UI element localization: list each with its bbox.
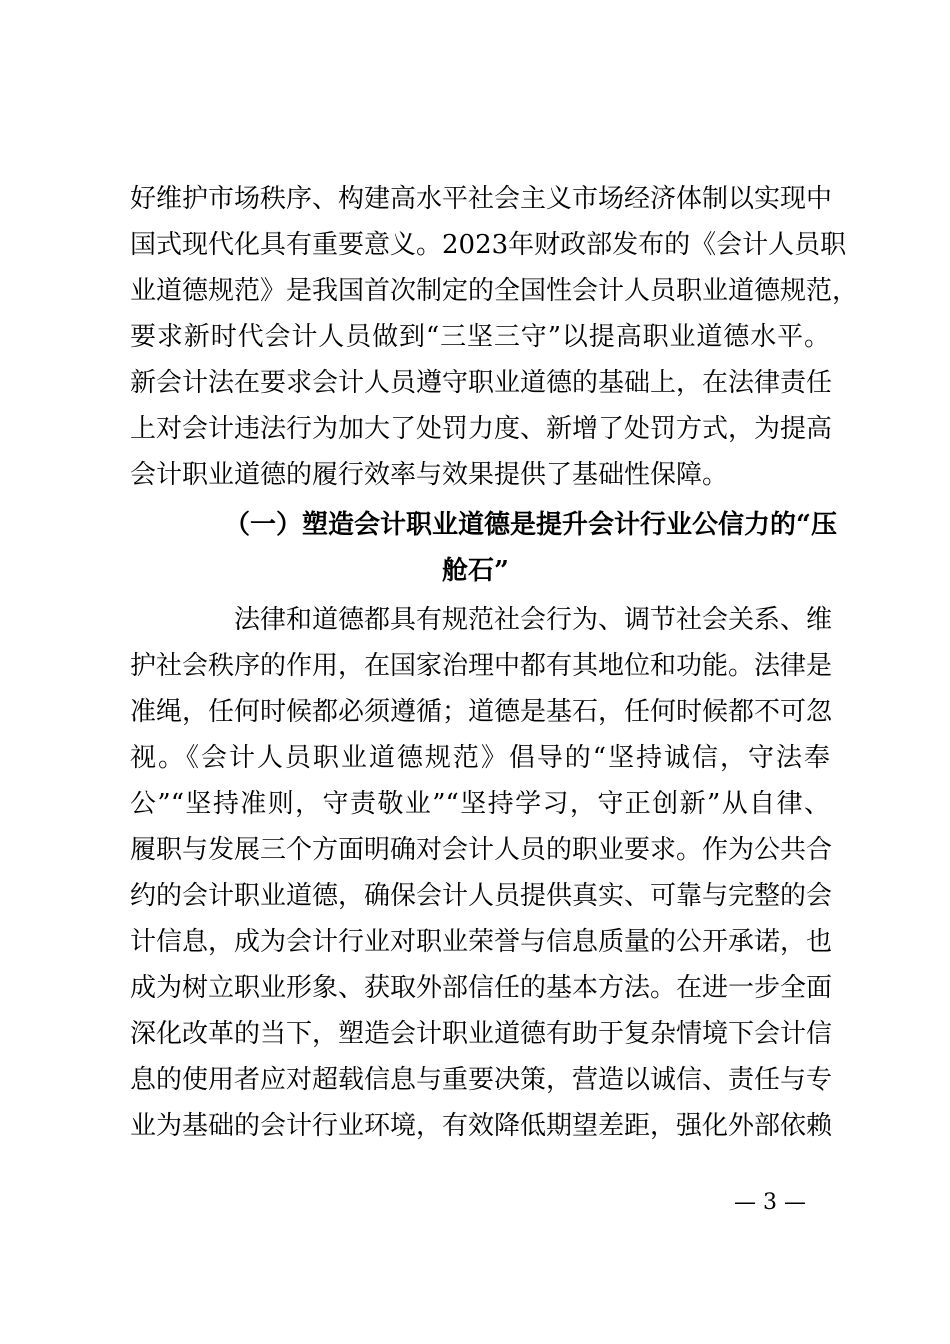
body-line: 会计职业道德的履行效率与效果提供了基础性保障。 <box>130 460 729 490</box>
body-line: 要求新时代会计人员做到“三坚三守”以提高职业道德水平。 <box>130 322 830 352</box>
section-heading: （一）塑造会计职业道德是提升会计行业公信力的“压 <box>224 510 837 540</box>
body-line: 履职与发展三个方面明确对会计人员的职业要求。作为公共合 <box>130 835 833 865</box>
body-line: 业为基础的会计行业环境，有效降低期望差距，强化外部依赖 <box>130 1111 833 1141</box>
body-line: 约的会计职业道德，确保会计人员提供真实、可靠与完整的会 <box>130 881 833 911</box>
page-number: — 3 — <box>734 1190 806 1215</box>
body-line: 护社会秩序的作用，在国家治理中都有其地位和功能。法律是 <box>130 651 833 681</box>
body-line: 深化改革的当下，塑造会计职业道德有助于复杂情境下会计信 <box>130 1019 833 1049</box>
body-line: 法律和道德都具有规范社会行为、调节社会关系、维 <box>234 605 833 635</box>
body-line: 视。《会计人员职业道德规范》倡导的“坚持诚信，守法奉 <box>130 743 830 773</box>
body-line: 国式现代化具有重要意义。2023年财政部发布的《会计人员职 <box>130 230 847 260</box>
body-line: 上对会计违法行为加大了处罚力度、新增了处罚方式，为提高 <box>130 414 833 444</box>
section-heading-continuation: 舱石” <box>442 556 509 586</box>
body-line: 成为树立职业形象、获取外部信任的基本方法。在进一步全面 <box>130 973 833 1003</box>
body-line: 准绳，任何时候都必须遵循；道德是基石，任何时候都不可忽 <box>130 697 833 727</box>
body-line: 息的使用者应对超载信息与重要决策，营造以诚信、责任与专 <box>130 1065 833 1095</box>
body-line: 新会计法在要求会计人员遵守职业道德的基础上，在法律责任 <box>130 368 833 398</box>
body-line: 业道德规范》是我国首次制定的全国性会计人员职业道德规范， <box>130 276 859 306</box>
body-line: 计信息，成为会计行业对职业荣誉与信息质量的公开承诺，也 <box>130 927 833 957</box>
body-line: 公”“坚持准则，守责敬业”“坚持学习，守正创新”从自律、 <box>130 789 830 819</box>
body-line: 好维护市场秩序、构建高水平社会主义市场经济体制以实现中 <box>130 184 833 214</box>
